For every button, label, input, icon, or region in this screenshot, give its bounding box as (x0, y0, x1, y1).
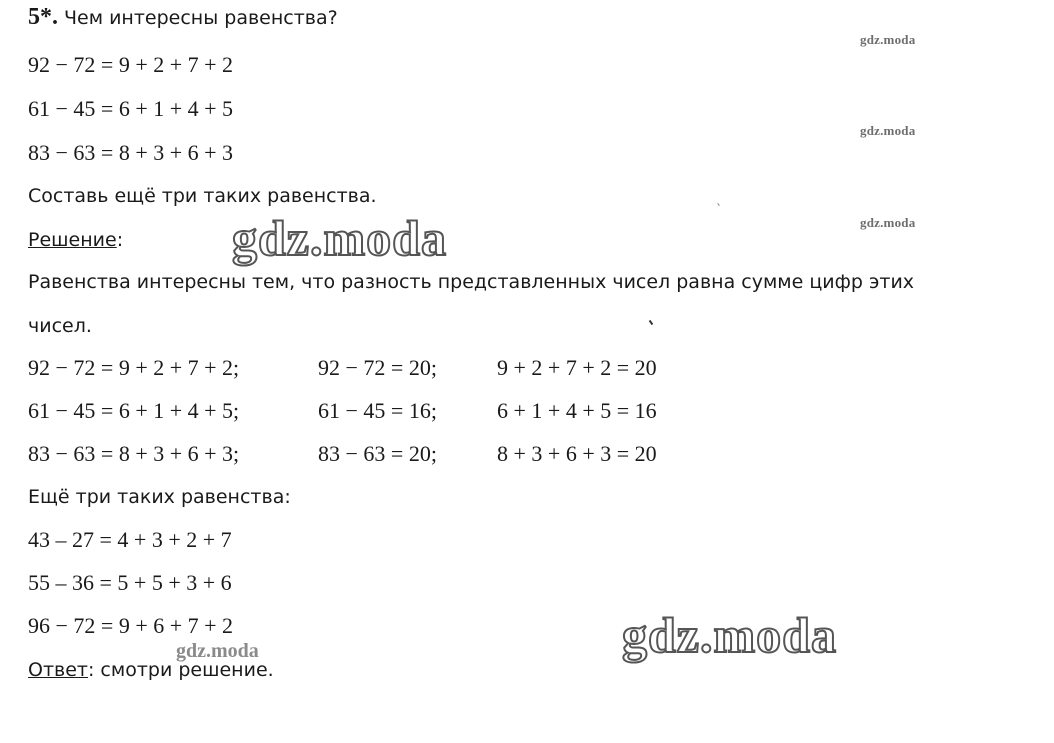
solution-label-line (28, 227, 123, 253)
watermark-large: gdz.moda (232, 210, 447, 266)
more-equality-3: 96 − 72 = 9 + 6 + 7 + 2 (28, 613, 234, 638)
watermark-large: gdz.moda (622, 607, 837, 663)
row3-equality: 83 − 63 = 8 + 3 + 6 + 3; (28, 441, 240, 466)
scan-speck (717, 203, 720, 206)
row2-equality: 61 − 45 = 6 + 1 + 4 + 5; (28, 398, 240, 423)
more-title: Ещё три таких равенства: (28, 486, 291, 508)
watermark-medium: gdz.moda (176, 640, 259, 662)
given-equality-2: 61 − 45 = 6 + 1 + 4 + 5 (28, 96, 234, 121)
explanation-line-1: Равенства интересны тем, что разность представленных чисел равна сумме цифр этих (28, 271, 915, 293)
task-number: 5*. (28, 4, 58, 30)
more-equality-1: 43 – 27 = 4 + 3 + 2 + 7 (28, 527, 232, 552)
row1-digit-sum: 9 + 2 + 7 + 2 = 20 (497, 355, 657, 380)
solution-label-colon: : (116, 229, 124, 251)
row2-difference: 61 − 45 = 16; (318, 398, 437, 423)
watermark-small: gdz.moda (860, 215, 916, 230)
task-question: Чем интересны равенства? (64, 7, 338, 29)
row1-equality: 92 − 72 = 9 + 2 + 7 + 2; (28, 355, 240, 380)
watermark-small: gdz.moda (860, 32, 916, 47)
task-header (28, 4, 338, 31)
answer-text: : смотри решение. (87, 659, 274, 681)
explanation-line-2: чисел. (28, 315, 92, 337)
given-equality-3: 83 − 63 = 8 + 3 + 6 + 3 (28, 140, 234, 165)
more-equality-2: 55 – 36 = 5 + 5 + 3 + 6 (28, 570, 232, 595)
solution-label: Решение (28, 229, 117, 251)
given-equality-1: 92 − 72 = 9 + 2 + 7 + 2 (28, 52, 234, 77)
watermark-small: gdz.moda (860, 123, 916, 138)
row1-difference: 92 − 72 = 20; (318, 355, 437, 380)
scan-speck (649, 320, 654, 325)
row3-difference: 83 − 63 = 20; (318, 441, 437, 466)
answer-label: Ответ (28, 659, 88, 681)
row3-digit-sum: 8 + 3 + 6 + 3 = 20 (497, 441, 657, 466)
task-instruction: Составь ещё три таких равенства. (28, 185, 377, 207)
row2-digit-sum: 6 + 1 + 4 + 5 = 16 (497, 398, 657, 423)
